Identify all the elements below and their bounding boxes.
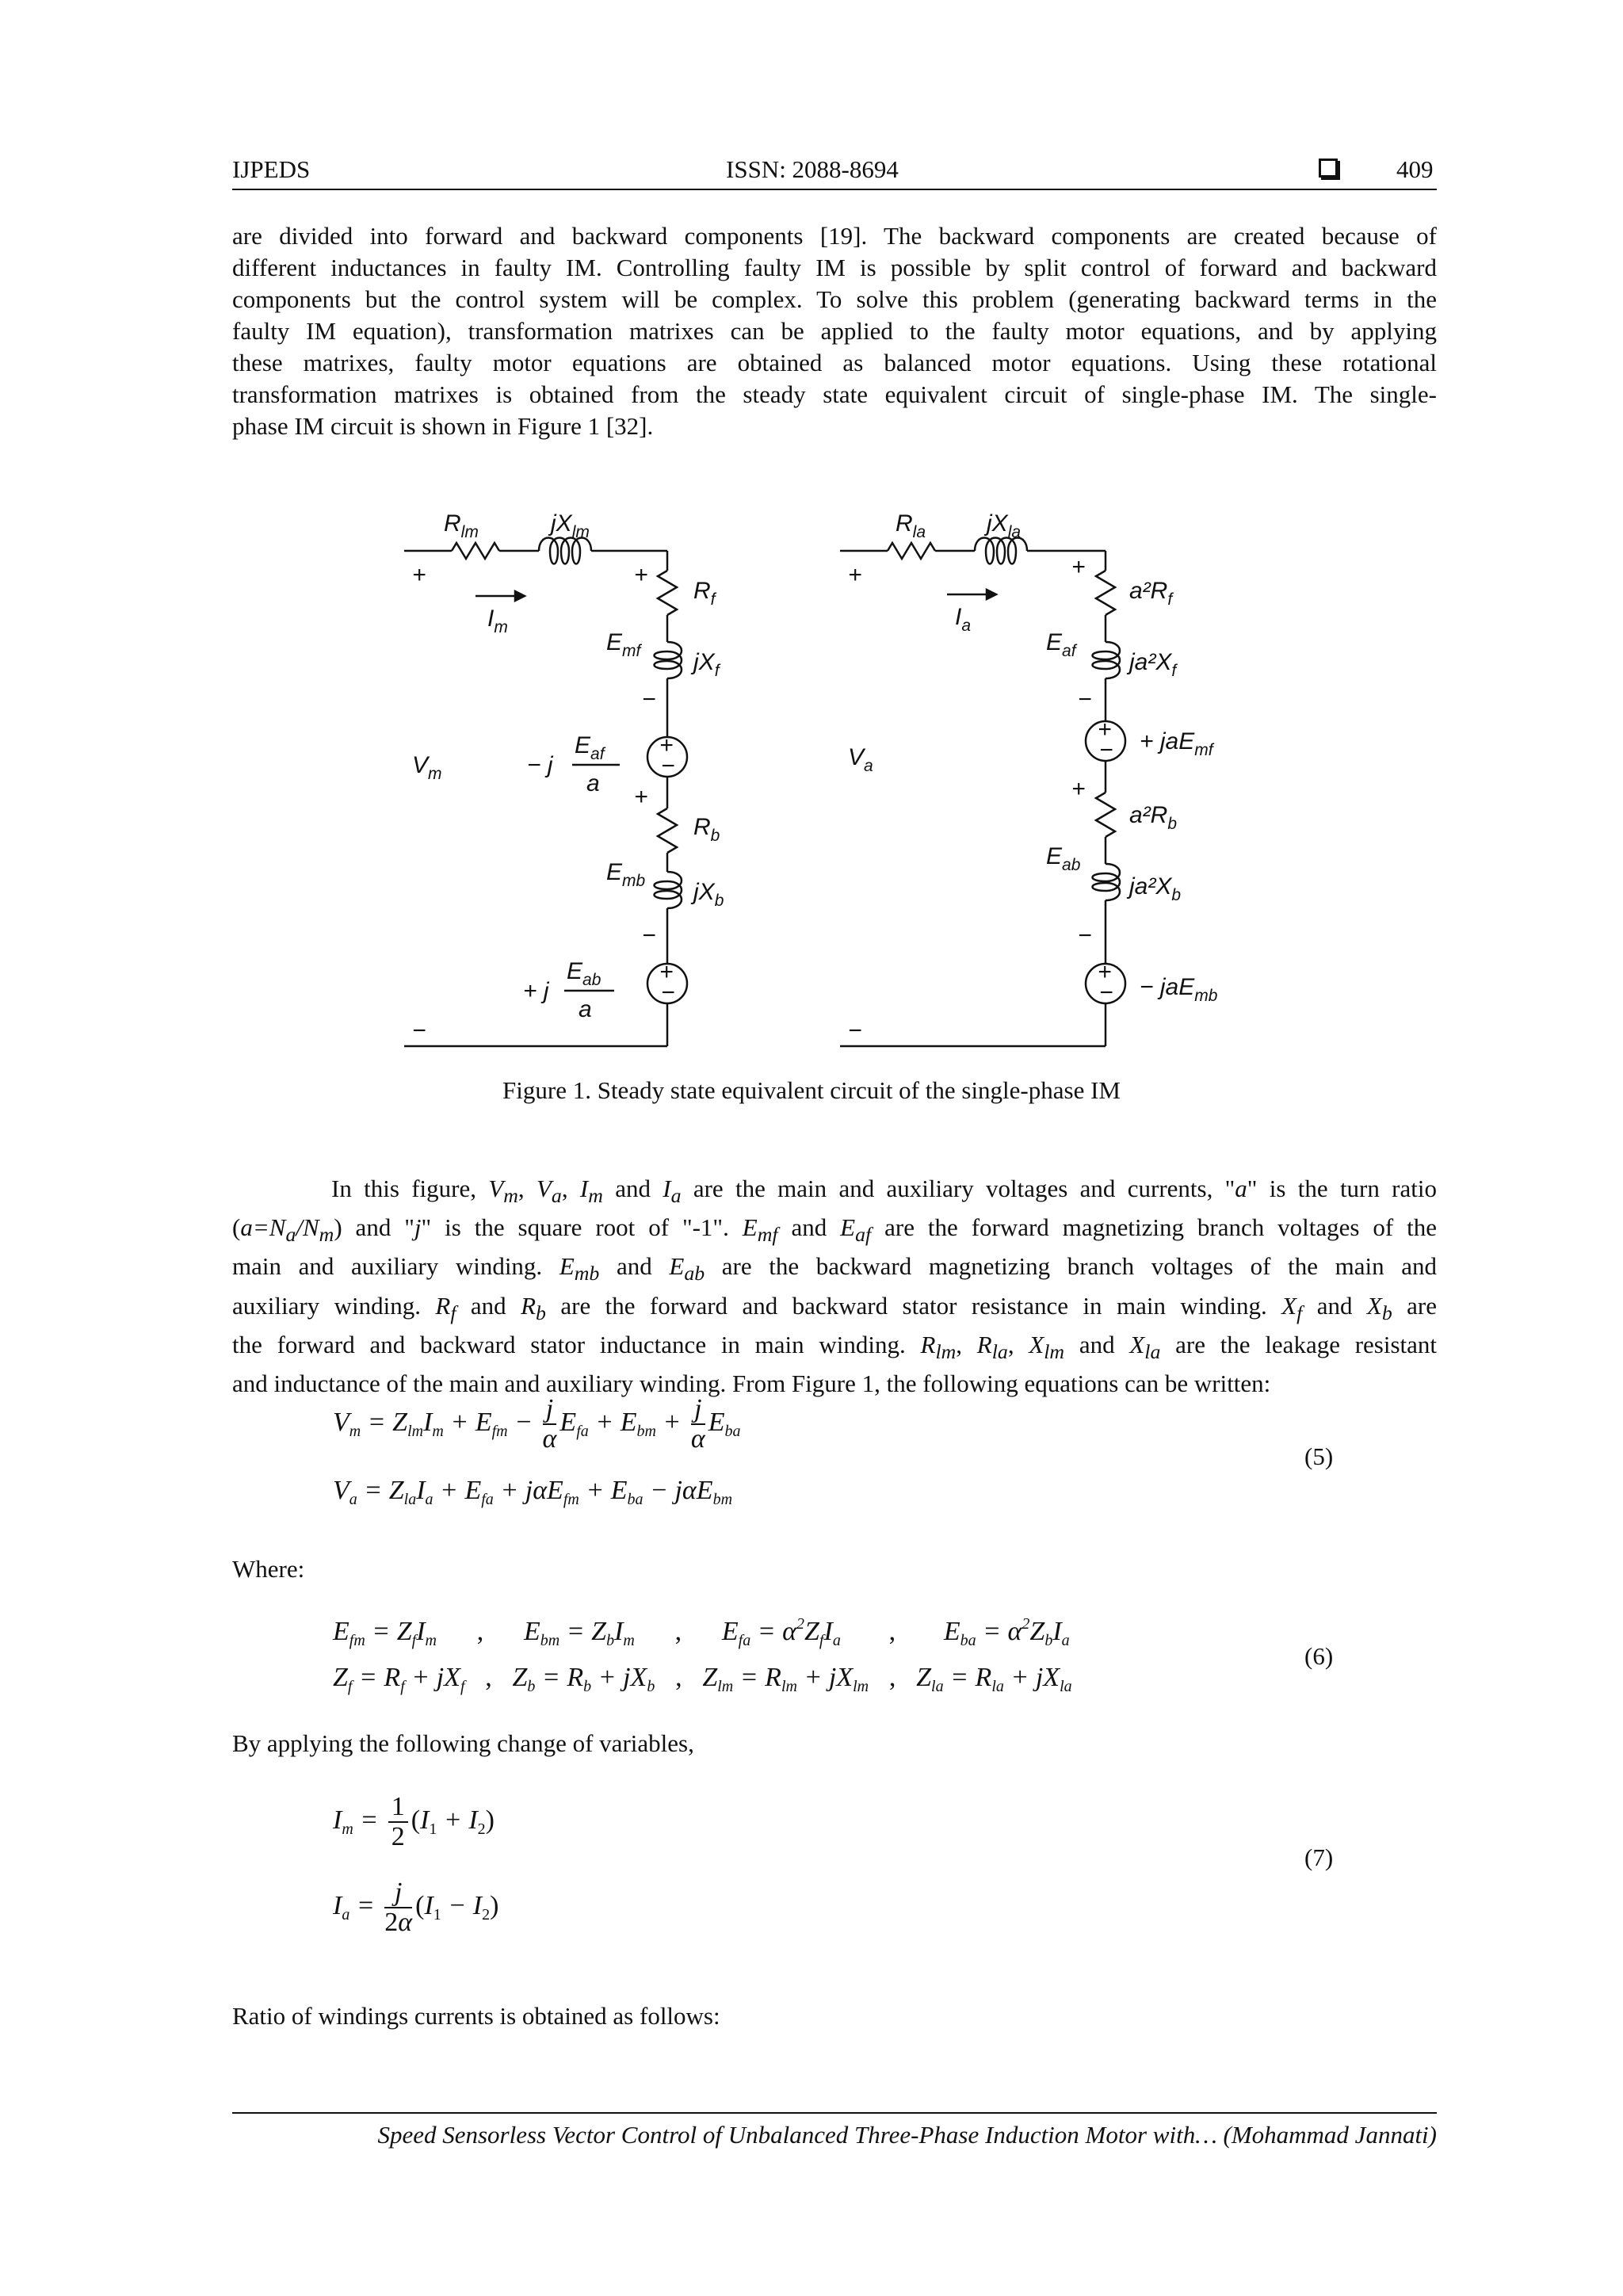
- text-line: different inductances in faulty IM. Controlling faulty IM is possible by split control of forward and backward: [232, 254, 1437, 281]
- equation-5-number: (5): [1304, 1442, 1334, 1470]
- minus-sign: −: [661, 980, 675, 1006]
- equation-7-line-1: $I_m$ = $\frac{1}{2}$ $(I_1 + I_2)$: [333, 1792, 495, 1851]
- equation-6-line-2: $Z_f = R_f + jX_f$ , $Z_b = R_b + jX_b$ , $Z_{lm} = R_{lm} + jX_{lm}$ , $Z_{la} = R_{la} + jX_{la}$: [333, 1663, 1072, 1695]
- text-line: are divided into forward and backward components [19]. The backward components are created because of: [232, 222, 1437, 250]
- text-line: phase IM circuit is shown in Figure 1 [32].: [232, 412, 654, 440]
- resistor-icon: [658, 571, 677, 615]
- resistor-icon: [1096, 793, 1115, 837]
- plus-sign: +: [659, 959, 674, 985]
- plus-sign: +: [634, 562, 648, 588]
- label-ja2xf: $ja^2X_f$: [1129, 649, 1177, 680]
- equation-6-line-1: $E_{fm} = Z_fI_m$ , $E_{bm} = Z_bI_m$ , $E_{fa} = \alpha^2Z_fI_a$ , $E_{ba} = \alpha^2Z_bI_a$: [333, 1615, 1070, 1649]
- resistor-icon: [888, 543, 935, 559]
- label-a2rb: $a^2R_b$: [1129, 802, 1178, 833]
- journal-name: IJPEDS: [232, 155, 311, 183]
- text-line: transformation matrixes is obtained from the steady state equivalent circuit of single-phase IM. The single-: [232, 380, 1437, 408]
- text-line: the forward and backward stator inductance in main winding. $R_{lm}$, $R_{la}$, $X_{lm}$ and $X_{la}$ are the leakage resistant: [232, 1330, 1438, 1363]
- text-line: main and auxiliary winding. $E_{mb}$ and $E_{ab}$ are the backward magnetizing branch voltages of the main and: [232, 1252, 1437, 1286]
- label-src2-num: $E_{ab}$: [567, 958, 601, 989]
- label-src2-den: a: [579, 996, 592, 1022]
- text-line: In this figure, $V_m$, $V_a$, $I_m$ and $I_a$ are the main and auxiliary voltages and currents, "a" is the turn ratio: [331, 1175, 1437, 1208]
- inductor-icon: [655, 872, 682, 908]
- minus-sign: −: [642, 686, 656, 712]
- label-jxla: $jX_{la}$: [987, 510, 1022, 541]
- plus-sign: +: [1098, 716, 1112, 743]
- label-jxf: $jX_f$: [693, 649, 720, 680]
- label-jaemb: − jaE$_{mb}$: [1140, 974, 1218, 1005]
- label-a2rf: $a^2R_f$: [1129, 578, 1173, 609]
- plus-sign: +: [848, 562, 862, 588]
- label-im: $I_m$: [487, 606, 508, 636]
- intro-paragraph: [232, 220, 1437, 442]
- header-rule: [232, 189, 1437, 190]
- text-line: $(a=N_a/N_m)$ and "j" is the square root of "-1". $E_{mf}$ and $E_{af}$ are the forward magnetizing branch voltages of the: [232, 1213, 1438, 1247]
- minus-sign: −: [1078, 686, 1092, 712]
- page-number: 409: [1396, 155, 1434, 183]
- text-line: faulty IM equation), transformation matrixes can be applied to the faulty motor equations, and by applying: [232, 317, 1437, 345]
- text-line: auxiliary winding. $R_f$ and $R_b$ are the forward and backward stator resistance in main winding. $X_f$ and $X_b$ are: [232, 1291, 1437, 1324]
- inductor-icon: [1093, 864, 1121, 900]
- inductor-icon: [975, 538, 1027, 564]
- label-src1-prefix: − j: [527, 752, 553, 778]
- inductor-icon: [539, 538, 591, 564]
- label-rb: $R_b$: [693, 814, 720, 845]
- label-jxb: $jX_b$: [693, 879, 724, 910]
- label-src1-den: a: [586, 770, 600, 797]
- resistor-icon: [452, 543, 499, 559]
- change-of-variables-text: By applying the following change of variables,: [232, 1729, 694, 1757]
- inductor-icon: [655, 642, 682, 678]
- where-label: Where:: [232, 1555, 305, 1583]
- label-vm: $V_m$: [412, 752, 442, 783]
- plus-sign: +: [1098, 959, 1112, 985]
- minus-sign: −: [848, 1018, 862, 1044]
- equation-5-line-1: $V_m = Z_{lm}I_m + E_{fm}$ − $\frac{j}{\alpha}$ $E_{fa} + E_{bm}$ + $\frac{j}{\alpha}$ $E_{ba}$: [333, 1394, 741, 1454]
- issn: ISSN: 2088-8694: [726, 155, 899, 183]
- body-paragraph: [232, 1173, 1437, 1400]
- circuit-figure: [388, 491, 1292, 1062]
- label-rf: $R_f$: [693, 578, 716, 609]
- figure-caption: Figure 1. Steady state equivalent circuit of the single-phase IM: [502, 1076, 1121, 1104]
- minus-sign: −: [412, 1018, 426, 1044]
- inductor-icon: [1093, 642, 1121, 678]
- equation-7-number: (7): [1304, 1843, 1334, 1871]
- label-ia: $I_a$: [955, 604, 972, 635]
- text-line: these matrixes, faulty motor equations are obtained as balanced motor equations. Using these rotational: [232, 349, 1437, 376]
- minus-sign: −: [661, 753, 675, 779]
- equation-5-line-2: $V_a = Z_{la}I_a + E_{fa} + j\alpha E_{fm} + E_{ba} - j\alpha E_{bm}$: [333, 1476, 733, 1508]
- minus-sign: −: [1099, 737, 1113, 763]
- label-src2-prefix: + j: [523, 978, 549, 1004]
- label-rla: $R_{la}$: [896, 510, 926, 541]
- label-jaemf: + jaE$_{mf}$: [1140, 728, 1213, 759]
- equation-7-line-2: $I_a$ = $\frac{j}{2\alpha}$ $(I_1 - I_2)$: [333, 1878, 499, 1937]
- label-va: $V_a$: [848, 744, 873, 775]
- plus-sign: +: [1071, 776, 1086, 802]
- label-eab: $E_{ab}$: [1046, 843, 1081, 874]
- label-emb: $E_{mb}$: [606, 859, 646, 890]
- label-rlm: $R_{lm}$: [444, 510, 479, 541]
- label-eaf: $E_{af}$: [1046, 629, 1076, 660]
- footer-citation: Speed Sensorless Vector Control of Unbalanced Three-Phase Induction Motor with… (Mohammad Jannati): [377, 2121, 1437, 2149]
- label-ja2xb: $ja^2X_b$: [1129, 873, 1182, 904]
- plus-sign: +: [412, 562, 426, 588]
- footer-rule: [232, 2112, 1437, 2114]
- minus-sign: −: [1078, 923, 1092, 949]
- equation-6-number: (6): [1304, 1642, 1334, 1670]
- text-line: components but the control system will be complex. To solve this problem (generating backward terms in the: [232, 285, 1437, 313]
- label-jxlm: $jX_{lm}$: [551, 510, 590, 541]
- ratio-text: Ratio of windings currents is obtained as follows:: [232, 2002, 720, 2030]
- plus-sign: +: [1071, 554, 1086, 580]
- resistor-icon: [658, 808, 677, 853]
- label-emf: $E_{mf}$: [606, 629, 641, 660]
- square-bullet-icon: [1319, 159, 1338, 178]
- plus-sign: +: [634, 784, 648, 810]
- resistor-icon: [1096, 571, 1115, 615]
- label-src1-num: $E_{af}$: [575, 732, 605, 763]
- minus-sign: −: [642, 923, 656, 949]
- text-line: and inductance of the main and auxiliary winding. From Figure 1, the following equations can be written:: [232, 1369, 1271, 1397]
- plus-sign: +: [659, 732, 674, 758]
- minus-sign: −: [1099, 980, 1113, 1006]
